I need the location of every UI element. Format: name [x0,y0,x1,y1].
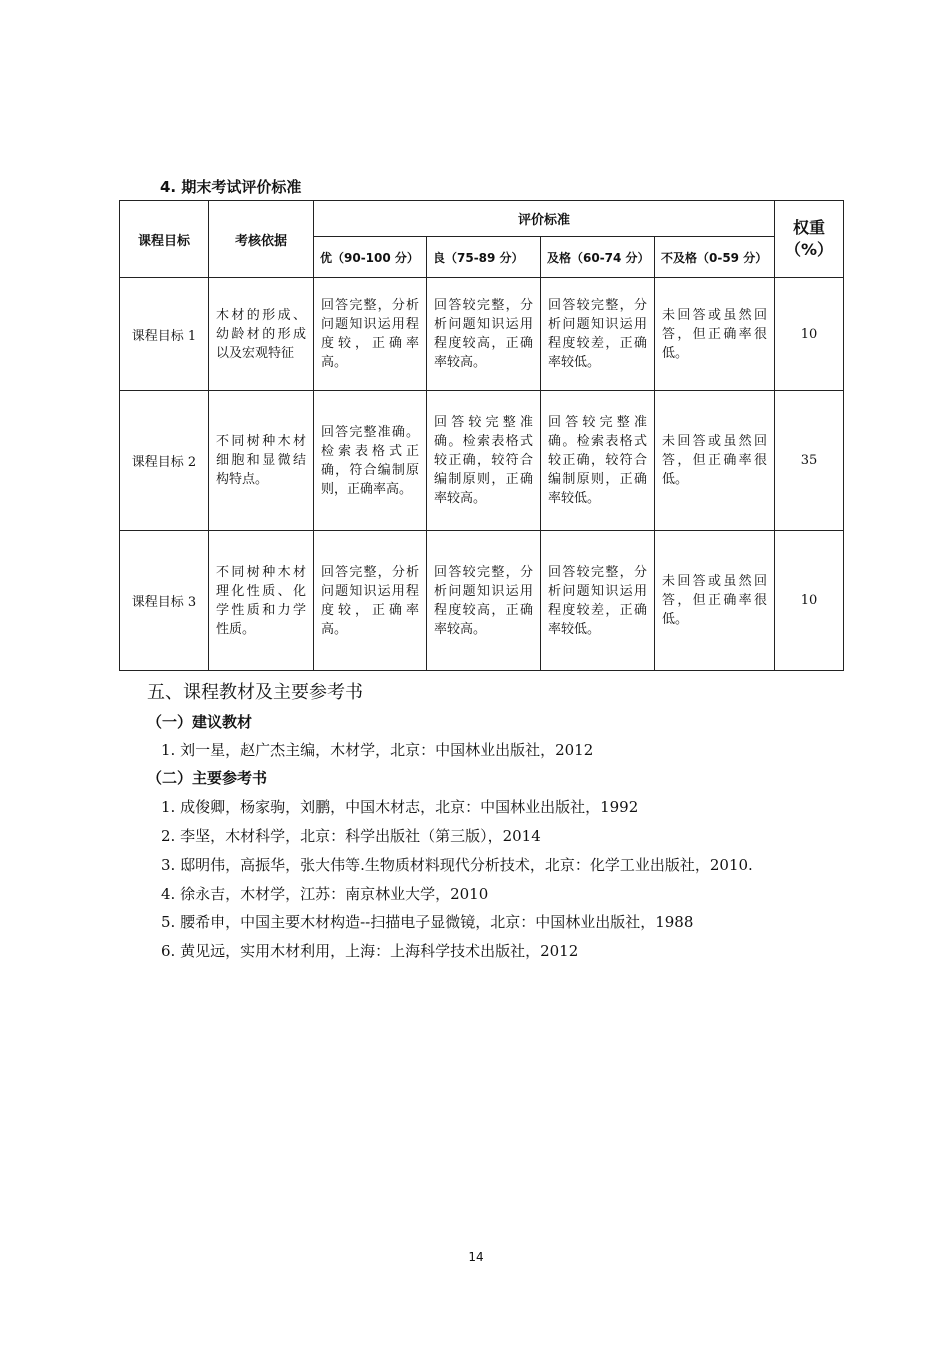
header-criteria: 评价标准 [314,201,775,237]
goal-cell: 课程目标 2 [120,391,209,531]
section-4-title: 4. 期末考试评价标准 [160,178,302,196]
excellent-cell: 回答完整，分析问题知识运用程度较，正确率高。 [314,278,427,391]
page-number: 14 [468,1250,484,1264]
pass-cell: 回答较完整准确。检索表格式较正确，较符合编制原则，正确率较低。 [541,391,655,531]
reference-item: 2. 李坚，木材科学，北京：科学出版社（第三版），2014 [161,827,541,845]
header-grade-pass: 及格（60-74 分） [541,237,655,278]
reference-item: 3. 邸明伟，高振华，张大伟等.生物质材料现代分析技术，北京：化学工业出版社，2010. [161,856,753,874]
fail-cell: 未回答或虽然回答，但正确率很低。 [655,531,775,671]
table-row [120,278,844,391]
header-grade-excellent: 优（90-100 分） [314,237,427,278]
header-basis: 考核依据 [209,201,314,278]
header-row-1 [120,201,844,237]
textbook-item: 1. 刘一星，赵广杰主编，木材学，北京：中国林业出版社，2012 [161,741,594,759]
good-cell: 回答较完整，分析问题知识运用程度较高，正确率较高。 [427,531,541,671]
basis-cell: 木材的形成、幼龄材的形成以及宏观特征 [209,278,314,391]
fail-cell: 未回答或虽然回答，但正确率很低。 [655,391,775,531]
goal-cell: 课程目标 1 [120,278,209,391]
excellent-cell: 回答完整准确。检索表格式正确，符合编制原则，正确率高。 [314,391,427,531]
fail-cell: 未回答或虽然回答，但正确率很低。 [655,278,775,391]
goal-cell: 课程目标 3 [120,531,209,671]
references-heading: （二）主要参考书 [147,769,268,787]
textbook-heading: （一）建议教材 [147,713,253,731]
weight-cell: 10 [775,278,844,391]
weight-cell: 10 [775,531,844,671]
reference-item: 5. 腰希申，中国主要木材构造--扫描电子显微镜，北京：中国林业出版社，1988 [161,913,694,931]
header-goal: 课程目标 [120,201,209,278]
basis-cell: 不同树种木材细胞和显微结构特点。 [209,391,314,531]
reference-item: 1. 成俊卿，杨家驹，刘鹏，中国木材志，北京：中国林业出版社，1992 [161,798,639,816]
good-cell: 回答较完整准确。检索表格式较正确，较符合编制原则，正确率较高。 [427,391,541,531]
header-weight [775,201,844,278]
excellent-cell: 回答完整，分析问题知识运用程度较，正确率高。 [314,531,427,671]
table-row [120,531,844,671]
evaluation-table [119,200,844,671]
header-grade-good: 良（75-89 分） [427,237,541,278]
basis-cell: 不同树种木材理化性质、化学性质和力学性质。 [209,531,314,671]
pass-cell: 回答较完整，分析问题知识运用程度较差，正确率较低。 [541,531,655,671]
table-row [120,391,844,531]
pass-cell: 回答较完整，分析问题知识运用程度较差，正确率较低。 [541,278,655,391]
header-weight-line2: （%） [784,240,834,259]
section-5-title: 五、课程教材及主要参考书 [147,682,363,703]
weight-cell: 35 [775,391,844,531]
reference-item: 6. 黄见远，实用木材利用，上海：上海科学技术出版社，2012 [161,942,579,960]
reference-item: 4. 徐永吉，木材学，江苏：南京林业大学，2010 [161,885,489,903]
good-cell: 回答较完整，分析问题知识运用程度较高，正确率较高。 [427,278,541,391]
header-grade-fail: 不及格（0-59 分） [655,237,775,278]
header-weight-line1: 权重 [793,218,826,237]
